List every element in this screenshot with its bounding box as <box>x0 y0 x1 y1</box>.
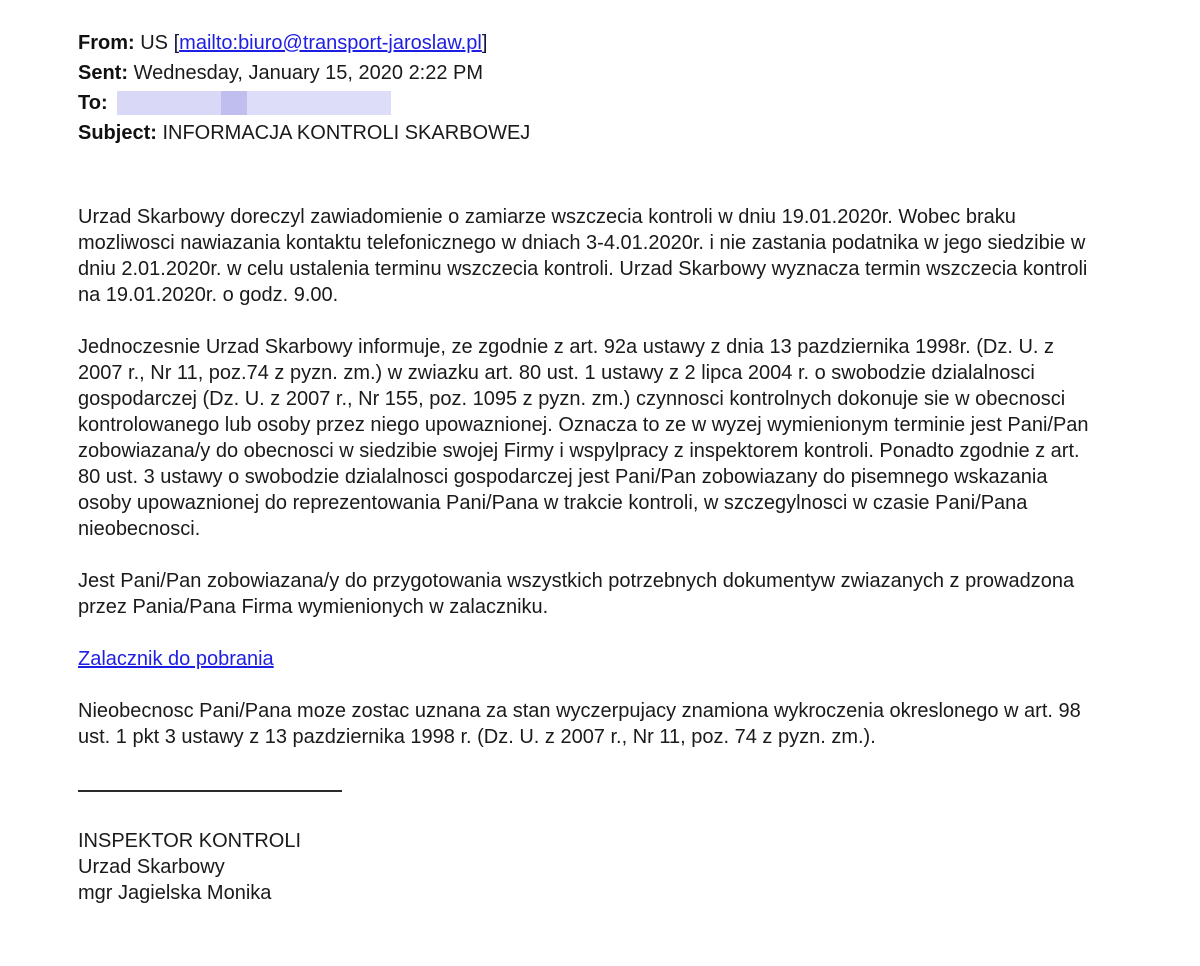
email-message <box>78 28 1103 906</box>
sent-label: Sent: <box>78 62 128 84</box>
signature-org: Urzad Skarbowy <box>78 856 225 878</box>
sent-line <box>78 58 1103 88</box>
redaction-segment <box>117 91 221 115</box>
redaction-segment <box>247 91 391 115</box>
bracket-open: [ <box>173 32 180 54</box>
bracket-close: ] <box>481 32 488 54</box>
email-body <box>78 204 1103 906</box>
from-label: From: <box>78 32 135 54</box>
subject-value: INFORMACJA KONTROLI SKARBOWEJ <box>162 122 531 144</box>
signature-name: mgr Jagielska Monika <box>78 882 272 904</box>
attachment-link[interactable]: Zalacznik do pobrania <box>78 648 274 670</box>
redaction-segment <box>221 91 247 115</box>
paragraph-documents: Jest Pani/Pan zobowiazana/y do przygotowania wszystkich potrzebnych dokumentyw zwiazanych z prowadzona przez Pania/Pana Firma wymienionych w zalaczniku. <box>78 570 1075 618</box>
signature-divider <box>78 790 342 792</box>
paragraph-warning: Nieobecnosc Pani/Pana moze zostac uznana za stan wyczerpujacy znamiona wykroczenia okreslonego w art. 98 ust. 1 pkt 3 ustawy z 13 pazdziernika 1998 r. (Dz. U. z 2007 r., Nr 11, poz. 74 z pyzn. zm.). <box>78 700 1081 748</box>
subject-label: Subject: <box>78 122 157 144</box>
mailto-link[interactable]: mailto:biuro@transport-jaroslaw.pl <box>179 32 482 54</box>
from-line <box>78 28 1103 58</box>
to-label: To: <box>78 92 108 114</box>
to-line <box>78 88 1103 118</box>
from-value: US <box>140 32 169 54</box>
subject-line <box>78 118 1103 148</box>
signature-block <box>78 828 1103 906</box>
paragraph-legal: Jednoczesnie Urzad Skarbowy informuje, ze zgodnie z art. 92a ustawy z dnia 13 pazdziernika 1998r. (Dz. U. z 2007 r., Nr 11, poz.74 z pyzn. zm.) w zwiazku art. 80 ust. 1 ustawy z 2 lipca 2004 r. o swobodzie dzialalnosci gospodarczej (Dz. U. z 2007 r., Nr 155, poz. 1095 z pyzn. zm.) czynnosci kontrolnych dokonuje sie w obecnosci kontrolowanego lub osoby przez niego upowaznionej. Oznacza to ze w wyzej wymienionym terminie jest Pani/Pan zobowiazana/y do obecnosci w siedzibie swojej Firmy i wspylpracy z inspektorem kontroli. Ponadto zgodnie z art. 80 ust. 3 ustawy o swobodzie dzialalnosci gospodarczej jest Pani/Pan zobowiazany do pisemnego wskazania osoby upowaznionej do reprezentowania Pani/Pana w trakcie kontroli, w szczegylnosci w czasie Pani/Pana nieobecnosci. <box>78 336 1089 540</box>
attachment-line <box>78 646 1103 672</box>
signature-title: INSPEKTOR KONTROLI <box>78 830 302 852</box>
email-header <box>78 28 1103 148</box>
redacted-recipient <box>117 91 391 115</box>
paragraph-notice: Urzad Skarbowy doreczyl zawiadomienie o zamiarze wszczecia kontroli w dniu 19.01.2020r. Wobec braku mozliwosci nawiazania kontaktu telefonicznego w dniach 3-4.01.2020r. i nie zastania podatnika w jego siedzibie w dniu 2.01.2020r. w celu ustalenia terminu wszczecia kontroli. Urzad Skarbowy wyznacza termin wszczecia kontroli na 19.01.2020r. o godz. 9.00. <box>78 206 1088 306</box>
sent-value: Wednesday, January 15, 2020 2:22 PM <box>133 62 484 84</box>
